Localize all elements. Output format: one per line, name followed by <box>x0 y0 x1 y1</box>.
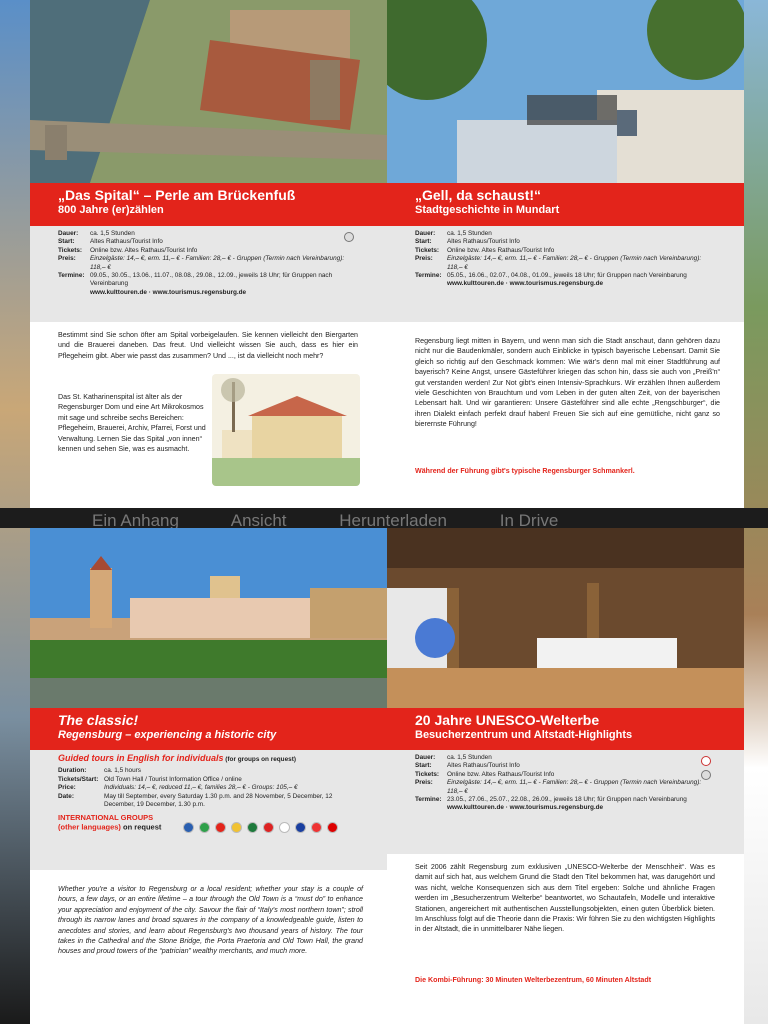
language-flag-icon <box>183 822 194 833</box>
language-flag-icon <box>279 822 290 833</box>
classic-section <box>30 528 387 1024</box>
language-flag-icon <box>311 822 322 833</box>
mundart-title: „Gell, da schaust!“ <box>415 187 542 203</box>
unesco-section <box>387 528 744 1024</box>
intl-groups-label: INTERNATIONAL GROUPS <box>58 813 154 823</box>
unesco-subtitle: Besucherzentrum und Altstadt-Highlights <box>415 729 633 741</box>
spital-subtitle: 800 Jahre (er)zählen <box>58 204 164 216</box>
classic-subtitle: Regensburg – experiencing a historic city <box>58 729 277 741</box>
language-flag-icon <box>247 822 258 833</box>
spital-info-box: Dauer: ca. 1,5 Stunden Start: Altes Rathaus/Tourist Info Tickets: Online bzw. Altes Rathaus/Tourist Info Preis: Einzelgäste: 14,– €, erm. 11,– € - Familien: 28,– € - Gruppen (Termin nach Vereinbarung): 118,– € Termine: 09.05., 30.05., 13.06., 11.07., 08.08., 29.08., 12.09., jeweils 18 Uhr; für Gruppen nach Vereinbarung www.kulttouren.de · www.tourismus.regensburg.de <box>30 226 387 322</box>
wheelchair-icon <box>344 232 354 242</box>
language-flag-icon <box>295 822 306 833</box>
unesco-info-box: Dauer: ca. 1,5 Stunden Start: Altes Rathaus/Tourist Info Tickets: Online bzw. Altes Rathaus/Tourist Info Preis: Einzelgäste: 14,– €, erm. 11,– € - Familien: 28,– € - Gruppen (Termin nach Vereinbarung): 118,– € Termine: 23.05., 27.06., 25.07., 22.08., 26.09., jeweils 18 Uhr; für Gruppen nach Vereinbarung www.kulttouren.de · www.tourismus.regensburg.de <box>387 750 744 854</box>
mundart-subtitle: Stadtgeschichte in Mundart <box>415 204 560 216</box>
spital-intro: Bestimmt sind Sie schon öfter am Spital vorbeigelaufen. Sie kennen vielleicht den Biergarten und die Brauerei daneben. Das freut. Und vielleicht wissen Sie auch, dass es hier ein Pflegeheim gibt. Aber wie passt das zusammen? Und ..., ist da vielleicht noch mehr? <box>58 331 358 360</box>
spital-section <box>30 0 387 508</box>
mundart-body: Regensburg liegt mitten in Bayern, und wenn man sich die Stadt anschaut, dann gehören dazu nicht nur die Baudenkmäler, sondern auch Einblicke in typisch bayerische Lebensart. Damit Sie gleich so richtig auf den Geschmack kommen: Wie wär's denn mal mit einer Stadtführung auf bayerisch? Keine Angst, unsere Gästeführer kriegen das schon hin, dass sie auch von „Preiß'n“ gut verstanden werden! Zur Not gibt's einen Intensiv-Sprachkurs. Wir erzählen Ihnen außerdem viele Geschichten von Brauchtum und vom Leben in der guten alten Zeit, von der bayerischen Lebensart halt. Und wir garantieren: Unsere Gästeführer sind alle echte „Rengschburger“, die ihren Dialekt einfach perfekt drauf haben! Freuen Sie sich auf eine gemütliche, nicht ganz so bierernste Führung! <box>415 337 720 429</box>
language-flag-icon <box>263 822 274 833</box>
musicians-on-roof-photo <box>387 0 744 183</box>
language-flag-icon <box>231 822 242 833</box>
bottom-page <box>30 528 744 1024</box>
unesco-banner <box>387 708 744 750</box>
unesco-highlight: Die Kombi-Führung: 30 Minuten Welterbezentrum, 60 Minuten Altstadt <box>415 976 652 984</box>
spital-title: „Das Spital“ – Perle am Brückenfuß <box>58 187 296 203</box>
view-toolbar-item[interactable]: Ansicht <box>230 511 287 528</box>
mundart-section <box>387 0 744 508</box>
spital-banner <box>30 183 387 226</box>
regensburg-skyline-photo <box>30 528 387 708</box>
classic-info-box: Guided tours in English for individuals (for groups on request) Duration: ca. 1,5 hours Tickets/Start: Old Town Hall / Tourist Information Office / online Price: Individuals: 14,– €, reduced 11,– €, families 28,– € - Groups: 105,– € Date: May till September, every Saturday 1.30 p.m. and 28 November, 5 December, 12 December, 19 December, 1.30 p.m. INTERNATIONAL GROUPS (other languages) on request <box>30 750 387 870</box>
language-flag-icon <box>199 822 210 833</box>
drive-toolbar-item[interactable]: In Drive <box>499 511 559 528</box>
mundart-info-box: Dauer: ca. 1,5 Stunden Start: Altes Rathaus/Tourist Info Tickets: Online bzw. Altes Rathaus/Tourist Info Preis: Einzelgäste: 14,– €, erm. 11,– € - Familien: 28,– € - Gruppen (Termin nach Vereinbarung): 118,– € Termine: 05.05., 16.06., 02.07., 04.08., 01.09., jeweils 18 Uhr; für Gruppen nach Vereinbarung www.kulttouren.de · www.tourismus.regensburg.de <box>387 226 744 322</box>
language-flag-icon <box>327 822 338 833</box>
classic-body: Whether you're a visitor to Regensburg or a local resident; whether your stay is a couple of hours, a few days, or an entire lifetime – a tour through the Old Town is a “must do” to enhance your appreciation and enjoyment of the city. Savour the flair of “Italy's most northern town”; stroll through its narrow lanes and broad squares in the company of a knowledgeable guide, listen to anecdotes and stories, and learn about Regensburg's two thousand years of history. The tour takes in the Cathedral and the Stone Bridge, the Porta Praetoria and Old Town Hall, the grand houses and proud towers of the “patrician” wealthy merchants, and much more. <box>58 885 363 956</box>
uk-flag-icon <box>701 756 711 766</box>
unesco-body: Seit 2006 zählt Regensburg zum exklusiven „UNESCO-Welterbe der Menschheit“. Was es damit auf sich hat, aus welchem Grund die Stadt den Titel bekommen hat, was darugehört und was nicht, welche Konsequenzen sich aus dem Titel ergeben: Solche und ähnliche Fragen werden im „Besucherzentrum Welterbe“ beantwortet, wo Schautafeln, Modelle und interaktive Stationen, angereichert mit authentischen Ausstellungsobjekten, einen guten Überblick bieten. Im Anschluss folgt auf die Theorie dann die Praxis: Wir führen Sie zu den wichtigsten Highlights in der Altstadt, die in unmittelbarer Nähe liegen. <box>415 863 715 934</box>
spital-aerial-photo <box>30 0 387 183</box>
spital-watercolor-illustration <box>212 374 360 486</box>
spital-body: Das St. Katharinenspital ist älter als der Regensburger Dom und eine Art Mikrokosmos mit sage und schreibe sechs Bereichen: Pflegeheim, Brauerei, Archiv, Pfarrei, Forst und Verwaltung. Lernen Sie das Spital „von innen“ kennen und sehen Sie, was es ausmacht. <box>58 393 206 454</box>
wheelchair-icon <box>701 770 711 780</box>
classic-title: The classic! <box>58 712 139 728</box>
attachment-toolbar-item[interactable]: Ein Anhang <box>92 511 179 528</box>
mundart-banner <box>387 183 744 226</box>
classic-banner <box>30 708 387 750</box>
viewer-toolbar <box>0 508 768 528</box>
download-toolbar-item[interactable]: Herunterladen <box>339 511 447 528</box>
mundart-highlight: Während der Führung gibt's typische Regensburger Schmankerl. <box>415 467 635 475</box>
classic-tours-heading: Guided tours in English for individuals <box>58 753 224 763</box>
unesco-title: 20 Jahre UNESCO-Welterbe <box>415 712 600 728</box>
top-page <box>30 0 744 508</box>
language-flag-icon <box>215 822 226 833</box>
language-flags <box>183 823 343 832</box>
visitor-center-photo <box>387 528 744 708</box>
